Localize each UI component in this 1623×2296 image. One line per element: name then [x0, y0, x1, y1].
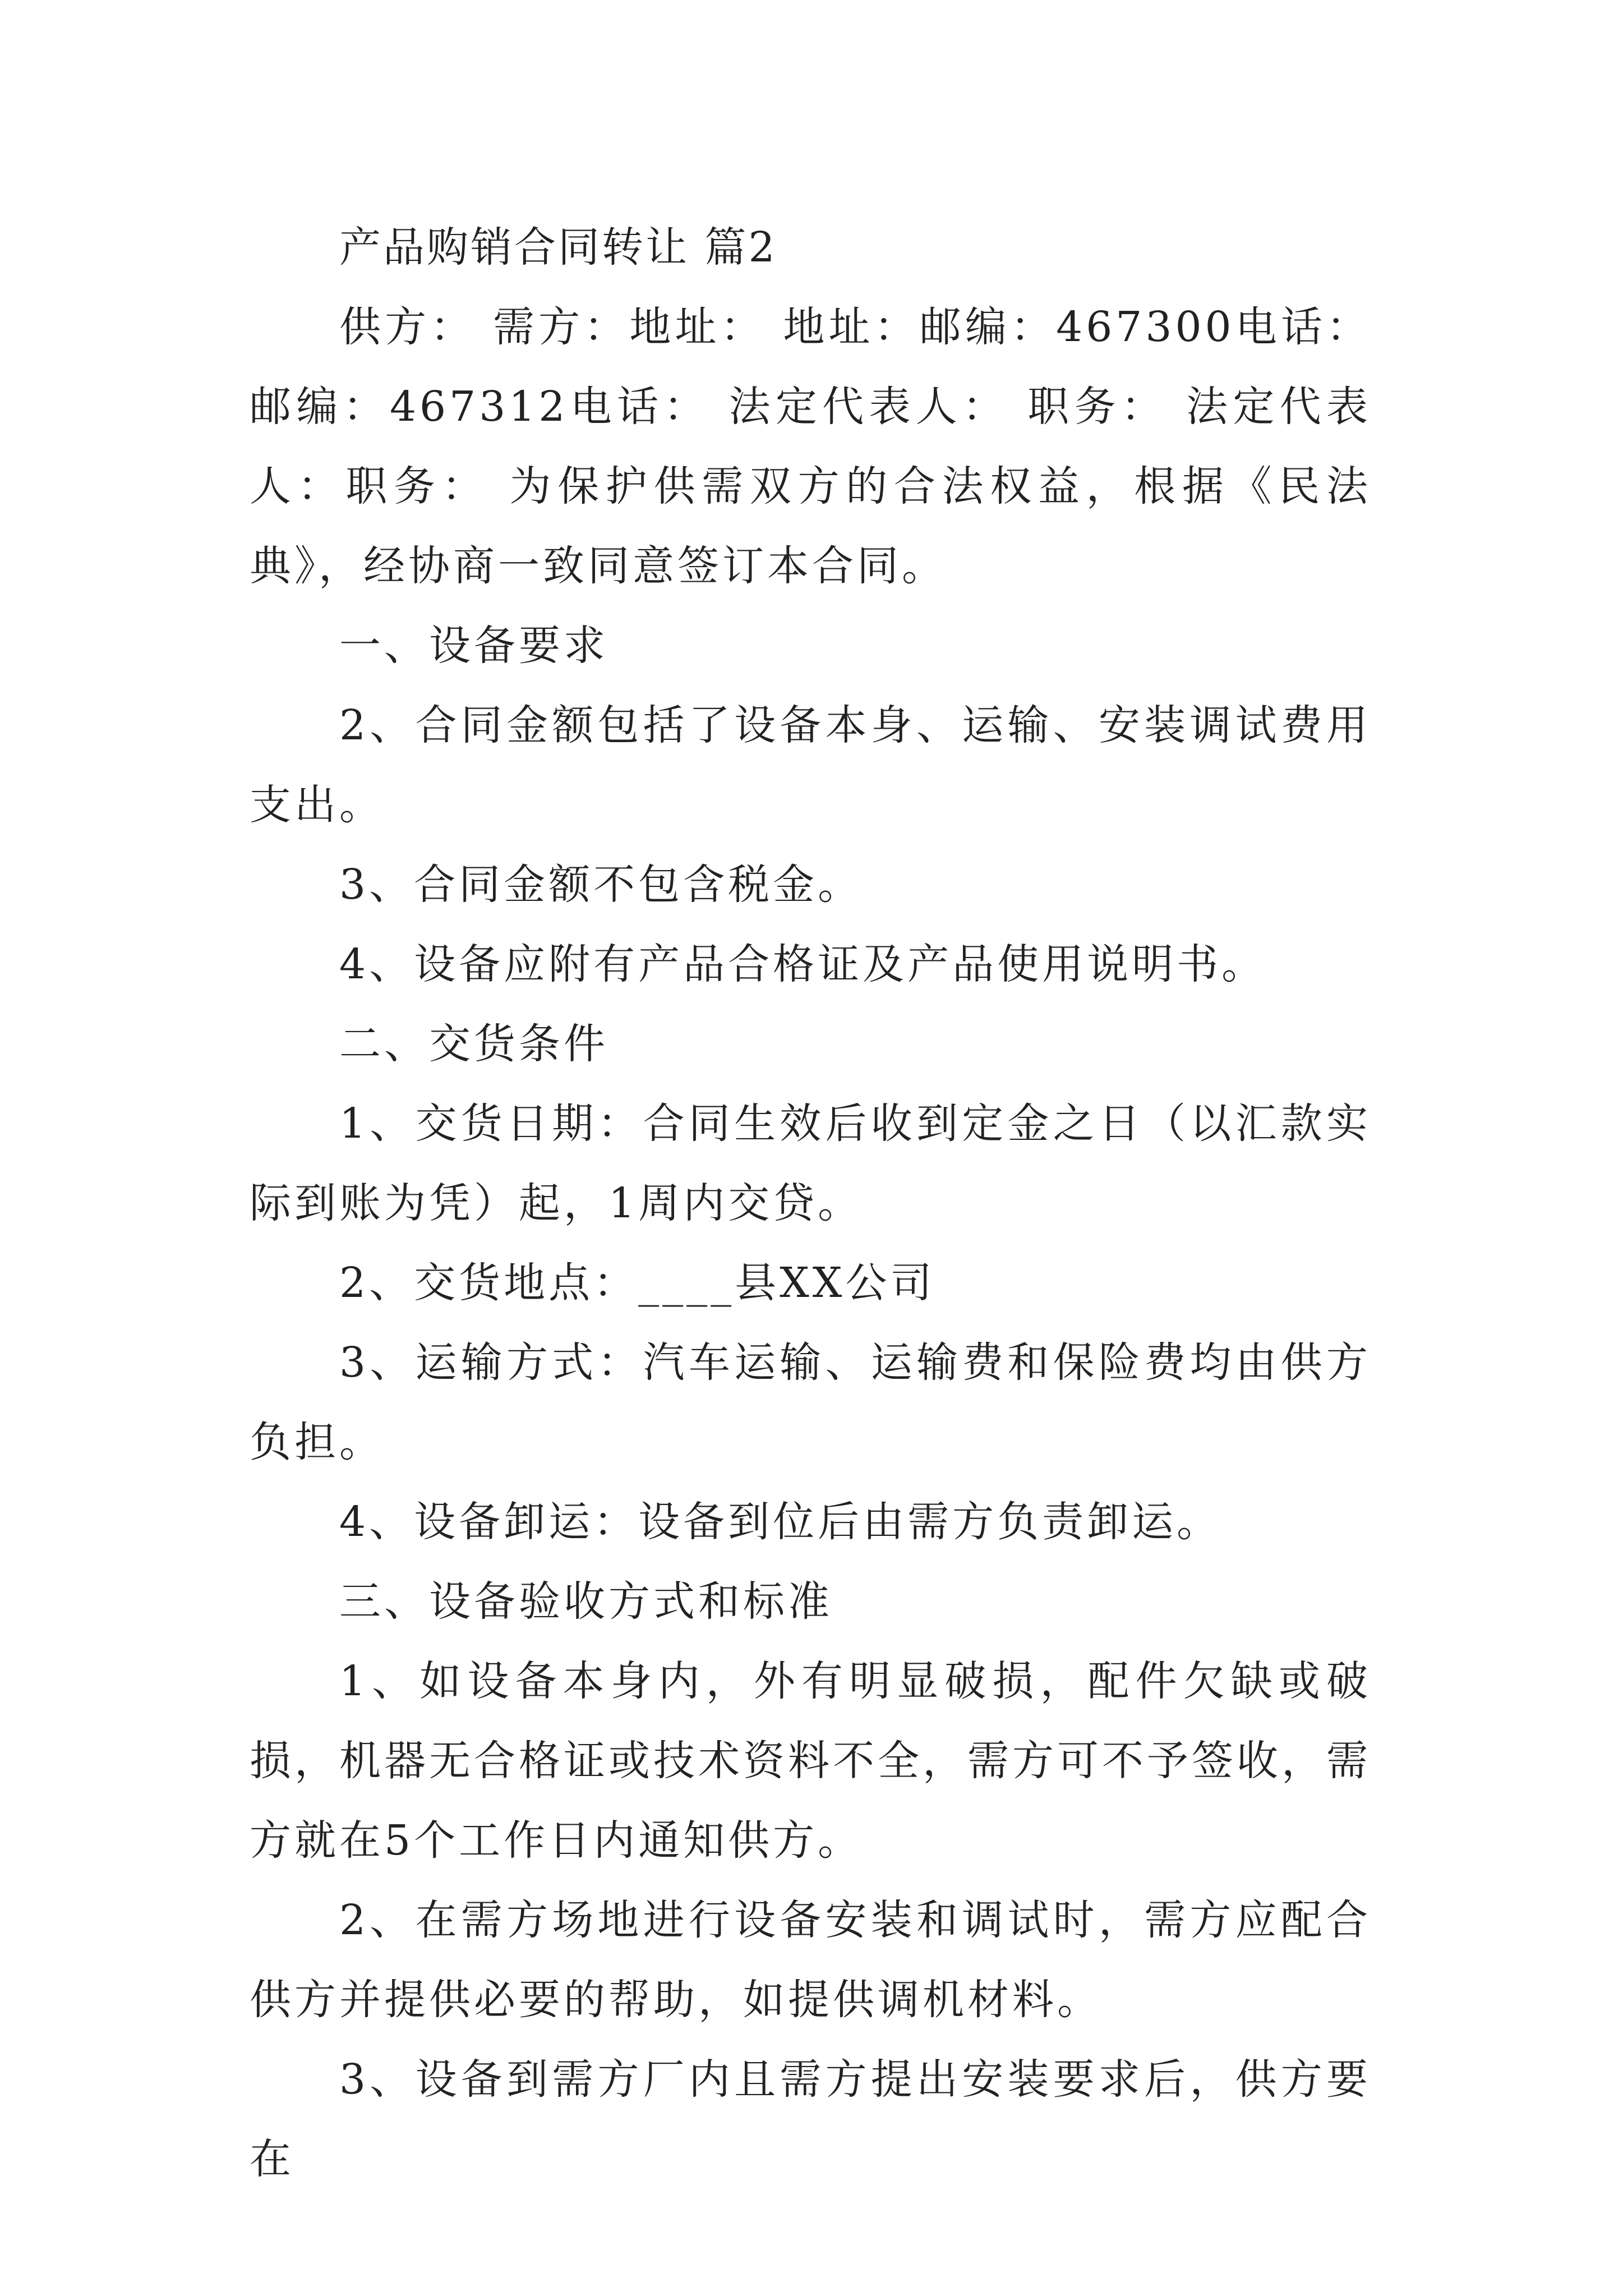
document-body — [250, 208, 1371, 2199]
section-heading-equipment-requirements: 一、设备要求 — [339, 622, 608, 670]
party-info-paragraph: 供方： 需方：地址： 地址：邮编：467300电话： 邮编：467312电话： 法定代表人： 职务： 法定代表人：职务： 为保护供需双方的合法权益，根据《民法典》，经协商一致同意签订本合同。 — [250, 303, 1371, 590]
clause-paragraph: 1、如设备本身内，外有明显破损，配件欠缺或破损，机器无合格证或技术资料不全，需方可不予签收，需方就在5个工作日内通知供方。 — [250, 1657, 1371, 1865]
clause-paragraph: 4、设备应附有产品合格证及产品使用说明书。 — [339, 940, 1267, 988]
clause-paragraph: 2、合同金额包括了设备本身、运输、安装调试费用支出。 — [250, 701, 1371, 829]
clause-paragraph: 2、交货地点：____县XX公司 — [339, 1259, 935, 1307]
clause-paragraph: 2、在需方场地进行设备安装和调试时，需方应配合供方并提供必要的帮助，如提供调机材料。 — [250, 1896, 1371, 2024]
document-title: 产品购销合同转让 篇2 — [339, 223, 777, 272]
clause-paragraph: 1、交货日期：合同生效后收到定金之日（以汇款实际到账为凭）起，1周内交贷。 — [250, 1099, 1371, 1227]
section-heading-delivery-conditions: 二、交货条件 — [339, 1020, 608, 1068]
clause-paragraph: 3、设备到需方厂内且需方提出安装要求后，供方要在 — [250, 2055, 1371, 2183]
clause-paragraph: 3、运输方式：汽车运输、运输费和保险费均由供方负担。 — [250, 1338, 1371, 1466]
clause-paragraph: 3、合同金额不包含税金。 — [339, 861, 863, 909]
section-heading-acceptance-standards: 三、设备验收方式和标准 — [339, 1577, 833, 1626]
clause-paragraph: 4、设备卸运：设备到位后由需方负责卸运。 — [339, 1498, 1222, 1546]
